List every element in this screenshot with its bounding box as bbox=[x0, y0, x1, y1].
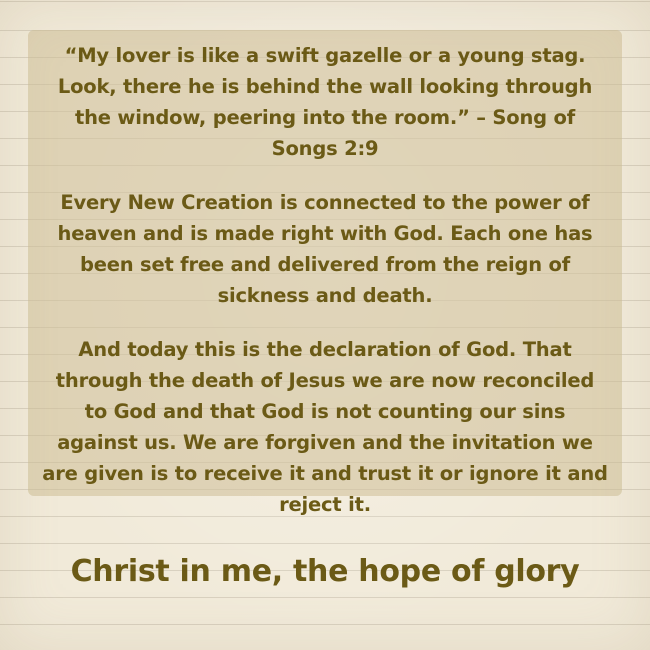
tagline: Christ in me, the hope of glory bbox=[70, 554, 580, 589]
body-paragraph-1: Every New Creation is connected to the power of heaven and is made right with God. Each one has been set free and delivered from the reign of sickness and death. bbox=[57, 191, 593, 307]
scripture-quote: “My lover is like a swift gazelle or a young stag. Look, there he is behind the wall looking through the window, peering into the room.” – Song of Songs 2:9 bbox=[57, 44, 593, 160]
text-panel bbox=[28, 30, 622, 516]
body-paragraph-2: And today this is the declaration of God. That through the death of Jesus we are now reconciled to God and that God is not counting our sins against us. We are forgiven and the invitation we are given is to receive it and trust it or ignore it and reject it. bbox=[42, 338, 608, 516]
